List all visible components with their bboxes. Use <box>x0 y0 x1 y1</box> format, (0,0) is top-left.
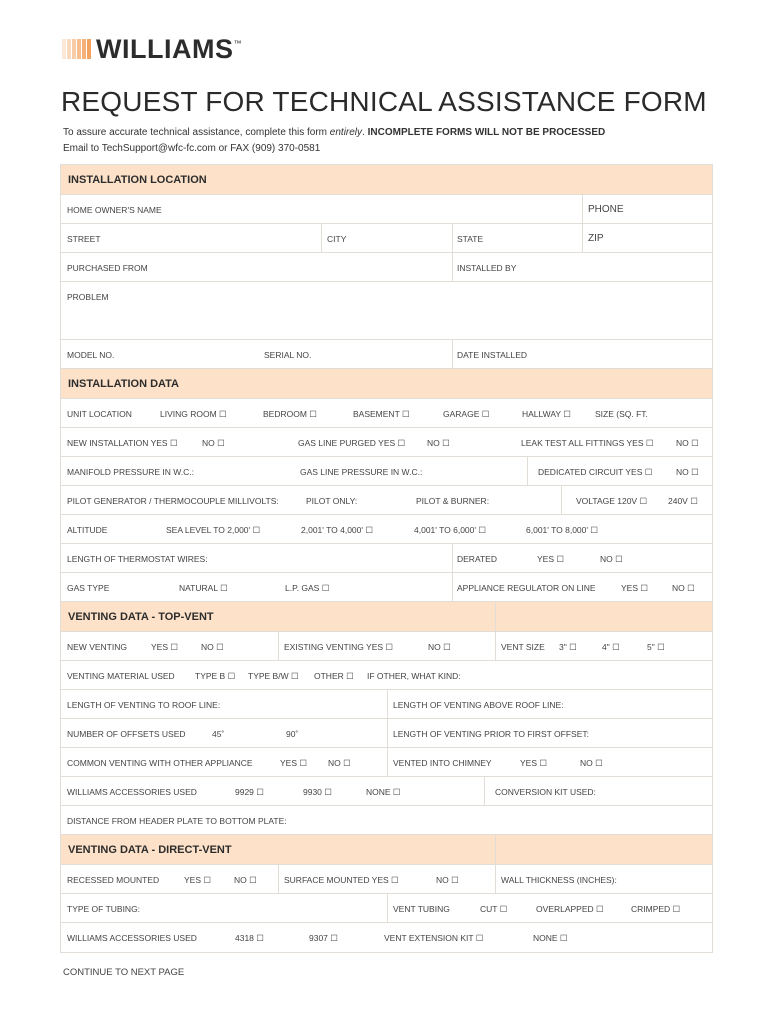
new-venting-no-checkbox[interactable]: NO ☐ <box>201 642 224 652</box>
chimney-no-checkbox[interactable]: NO ☐ <box>580 758 603 768</box>
accessory-9929-checkbox[interactable]: 9929 ☐ <box>235 787 264 797</box>
intro-line-1 <box>63 125 605 141</box>
offset-90-field[interactable]: 90˚ <box>286 729 299 739</box>
crimped-checkbox[interactable]: CRIMPED ☐ <box>631 904 681 914</box>
bedroom-checkbox[interactable]: BEDROOM ☐ <box>263 409 317 419</box>
row-venting-material <box>61 661 712 690</box>
zip-field[interactable]: ZIP <box>588 233 604 244</box>
street-field[interactable]: STREET <box>67 234 101 244</box>
section-header-installation-data <box>61 369 712 399</box>
voltage-240v-checkbox[interactable]: 240V ☐ <box>668 496 698 506</box>
existing-venting-no-checkbox[interactable]: NO ☐ <box>428 642 451 652</box>
home-owner-field[interactable]: HOME OWNER'S NAME <box>67 205 162 215</box>
size-field[interactable]: SIZE (SQ. FT. <box>595 409 648 419</box>
row-common-venting <box>61 748 712 777</box>
living-room-checkbox[interactable]: LIVING ROOM ☐ <box>160 409 227 419</box>
existing-venting-yes-checkbox[interactable]: EXISTING VENTING YES ☐ <box>284 642 394 652</box>
type-bw-checkbox[interactable]: TYPE B/W ☐ <box>248 671 299 681</box>
row-distance-header <box>61 806 712 835</box>
manifold-pressure-field[interactable]: MANIFOLD PRESSURE IN W.C.: <box>67 467 195 477</box>
derated-yes-checkbox[interactable]: YES ☐ <box>537 554 564 564</box>
chimney-yes-checkbox[interactable]: YES ☐ <box>520 758 547 768</box>
row-thermostat <box>61 544 712 573</box>
section-header-top-vent <box>61 602 712 632</box>
row-purchase <box>61 253 712 282</box>
city-field[interactable]: CITY <box>327 234 347 244</box>
common-venting-no-checkbox[interactable]: NO ☐ <box>328 758 351 768</box>
altitude-label: ALTITUDE <box>67 525 108 535</box>
row-tubing <box>61 894 712 923</box>
row-offsets <box>61 719 712 748</box>
intro-emphasis: entirely <box>329 127 363 138</box>
lp-gas-checkbox[interactable]: L.P. GAS ☐ <box>285 583 330 593</box>
accessory-9930-checkbox[interactable]: 9930 ☐ <box>303 787 332 797</box>
surface-mounted-no-checkbox[interactable]: NO ☐ <box>436 875 459 885</box>
row-new-venting <box>61 632 712 661</box>
serial-no-field[interactable]: SERIAL NO. <box>264 350 312 360</box>
length-prior-offset-field[interactable]: LENGTH OF VENTING PRIOR TO FIRST OFFSET: <box>393 729 589 739</box>
row-unit-location <box>61 399 712 428</box>
thermostat-wires-field[interactable]: LENGTH OF THERMOSTAT WIRES: <box>67 554 208 564</box>
recessed-no-checkbox[interactable]: NO ☐ <box>234 875 257 885</box>
row-accessories-direct <box>61 923 712 952</box>
offset-45-field[interactable]: 45˚ <box>212 729 225 739</box>
page-title: REQUEST FOR TECHNICAL ASSISTANCE FORM <box>61 86 707 117</box>
conversion-kit-field[interactable]: CONVERSION KIT USED: <box>495 787 596 797</box>
new-venting-label: NEW VENTING <box>67 642 127 652</box>
pilot-only-field[interactable]: PILOT ONLY: <box>306 496 358 506</box>
row-pressure <box>61 457 712 486</box>
accessory-9307-checkbox[interactable]: 9307 ☐ <box>309 933 338 943</box>
section-header-direct-vent <box>61 835 712 865</box>
gas-line-purged-no-checkbox[interactable]: NO ☐ <box>427 438 450 448</box>
section-title: VENTING DATA - TOP-VENT <box>68 611 214 623</box>
intro-line-1-text: To assure accurate technical assistance, complete this form <box>63 127 330 138</box>
cut-checkbox[interactable]: CUT ☐ <box>480 904 508 914</box>
type-b-checkbox[interactable]: TYPE B ☐ <box>195 671 236 681</box>
recessed-mounted-label: RECESSED MOUNTED <box>67 875 160 885</box>
vent-size-label: VENT SIZE <box>501 642 545 652</box>
if-other-field[interactable]: IF OTHER, WHAT KIND: <box>367 671 461 681</box>
common-venting-label: COMMON VENTING WITH OTHER APPLIANCE <box>67 758 253 768</box>
accessory-none-checkbox[interactable]: NONE ☐ <box>533 933 568 943</box>
altitude-6001-checkbox[interactable]: 6,001' TO 8,000' ☐ <box>526 525 598 535</box>
dedicated-circuit-yes-checkbox[interactable]: DEDICATED CIRCUIT YES ☐ <box>538 467 653 477</box>
distance-header-field[interactable]: DISTANCE FROM HEADER PLATE TO BOTTOM PLATE: <box>67 816 287 826</box>
altitude-2001-checkbox[interactable]: 2,001' TO 4,000' ☐ <box>301 525 373 535</box>
appliance-regulator-label: APPLIANCE REGULATOR ON LINE <box>457 583 596 593</box>
row-pilot <box>61 486 712 515</box>
vent-extension-kit-checkbox[interactable]: VENT EXTENSION KIT ☐ <box>384 933 484 943</box>
model-no-field[interactable]: MODEL NO. <box>67 350 115 360</box>
regulator-yes-checkbox[interactable]: YES ☐ <box>621 583 648 593</box>
section-title: VENTING DATA - DIRECT-VENT <box>68 844 232 856</box>
length-above-roof-field[interactable]: LENGTH OF VENTING ABOVE ROOF LINE: <box>393 700 564 710</box>
installed-by-field[interactable]: INSTALLED BY <box>457 263 517 273</box>
garage-checkbox[interactable]: GARAGE ☐ <box>443 409 490 419</box>
new-venting-yes-checkbox[interactable]: YES ☐ <box>151 642 178 652</box>
recessed-yes-checkbox[interactable]: YES ☐ <box>184 875 211 885</box>
length-to-roof-field[interactable]: LENGTH OF VENTING TO ROOF LINE: <box>67 700 221 710</box>
unit-location-label: UNIT LOCATION <box>67 409 132 419</box>
row-home-owner <box>61 195 712 224</box>
new-installation-yes-checkbox[interactable]: NEW INSTALLATION YES ☐ <box>67 438 178 448</box>
row-gas-type <box>61 573 712 602</box>
vent-size-5-checkbox[interactable]: 5" ☐ <box>647 642 665 652</box>
common-venting-yes-checkbox[interactable]: YES ☐ <box>280 758 307 768</box>
row-mounting <box>61 865 712 894</box>
intro-punct: . <box>362 127 368 138</box>
problem-field[interactable]: PROBLEM <box>67 292 109 302</box>
gas-type-label: GAS TYPE <box>67 583 110 593</box>
row-new-installation <box>61 428 712 457</box>
hallway-checkbox[interactable]: HALLWAY ☐ <box>522 409 571 419</box>
intro-warning: INCOMPLETE FORMS WILL NOT BE PROCESSED <box>367 127 606 138</box>
accessories-used-label: WILLIAMS ACCESSORIES USED <box>67 933 197 943</box>
row-address <box>61 224 712 253</box>
continue-next-page: CONTINUE TO NEXT PAGE <box>63 967 185 978</box>
derated-label: DERATED <box>457 554 497 564</box>
vent-size-3-checkbox[interactable]: 3" ☐ <box>559 642 577 652</box>
accessories-used-label: WILLIAMS ACCESSORIES USED <box>67 787 197 797</box>
vent-tubing-label: VENT TUBING <box>393 904 450 914</box>
natural-gas-checkbox[interactable]: NATURAL ☐ <box>179 583 228 593</box>
derated-no-checkbox[interactable]: NO ☐ <box>600 554 623 564</box>
type-of-tubing-field[interactable]: TYPE OF TUBING: <box>67 904 141 914</box>
regulator-no-checkbox[interactable]: NO ☐ <box>672 583 695 593</box>
dedicated-circuit-no-checkbox[interactable]: NO ☐ <box>676 467 699 477</box>
pilot-burner-field[interactable]: PILOT & BURNER: <box>416 496 490 506</box>
intro-text <box>63 125 605 157</box>
sea-level-checkbox[interactable]: SEA LEVEL TO 2,000' ☐ <box>166 525 261 535</box>
state-field[interactable]: STATE <box>457 234 484 244</box>
logo-wordmark: WILLIAMS <box>96 33 234 64</box>
row-accessories-top <box>61 777 712 806</box>
venting-material-label: VENTING MATERIAL USED <box>67 671 175 681</box>
accessory-none-checkbox[interactable]: NONE ☐ <box>366 787 401 797</box>
wall-thickness-field[interactable]: WALL THICKNESS (INCHES): <box>501 875 617 885</box>
technical-assistance-form <box>60 164 713 953</box>
vented-chimney-label: VENTED INTO CHIMNEY <box>393 758 492 768</box>
row-altitude <box>61 515 712 544</box>
altitude-4001-checkbox[interactable]: 4,001' TO 6,000' ☐ <box>414 525 486 535</box>
row-problem <box>61 282 712 340</box>
voltage-120v-checkbox[interactable]: VOLTAGE 120V ☐ <box>576 496 648 506</box>
intro-line-2: Email to TechSupport@wfc-fc.com or FAX (909) 370-0581 <box>63 143 321 154</box>
surface-mounted-yes-checkbox[interactable]: SURFACE MOUNTED YES ☐ <box>284 875 399 885</box>
section-title: INSTALLATION LOCATION <box>68 174 207 186</box>
vent-size-4-checkbox[interactable]: 4" ☐ <box>602 642 620 652</box>
overlapped-checkbox[interactable]: OVERLAPPED ☐ <box>536 904 604 914</box>
section-title: INSTALLATION DATA <box>68 378 179 390</box>
williams-logo <box>62 34 241 64</box>
logo-stripes-icon <box>62 36 94 62</box>
leak-test-yes-checkbox[interactable]: LEAK TEST ALL FITTINGS YES ☐ <box>521 438 654 448</box>
section-header-installation-location <box>61 165 712 195</box>
purchased-from-field[interactable]: PURCHASED FROM <box>67 263 148 273</box>
logo-trademark: ™ <box>233 38 242 48</box>
row-venting-length <box>61 690 712 719</box>
gas-line-purged-yes-checkbox[interactable]: GAS LINE PURGED YES ☐ <box>298 438 406 448</box>
offsets-used-label: NUMBER OF OFFSETS USED <box>67 729 186 739</box>
leak-test-no-checkbox[interactable]: NO ☐ <box>676 438 699 448</box>
accessory-4318-checkbox[interactable]: 4318 ☐ <box>235 933 264 943</box>
pilot-generator-label: PILOT GENERATOR / THERMOCOUPLE MILLIVOLTS: <box>67 496 279 506</box>
basement-checkbox[interactable]: BASEMENT ☐ <box>353 409 410 419</box>
phone-field[interactable]: PHONE <box>588 204 624 215</box>
gas-line-pressure-field[interactable]: GAS LINE PRESSURE IN W.C.: <box>300 467 423 477</box>
new-installation-no-checkbox[interactable]: NO ☐ <box>202 438 225 448</box>
row-model <box>61 340 712 369</box>
other-checkbox[interactable]: OTHER ☐ <box>314 671 354 681</box>
date-installed-field[interactable]: DATE INSTALLED <box>457 350 528 360</box>
